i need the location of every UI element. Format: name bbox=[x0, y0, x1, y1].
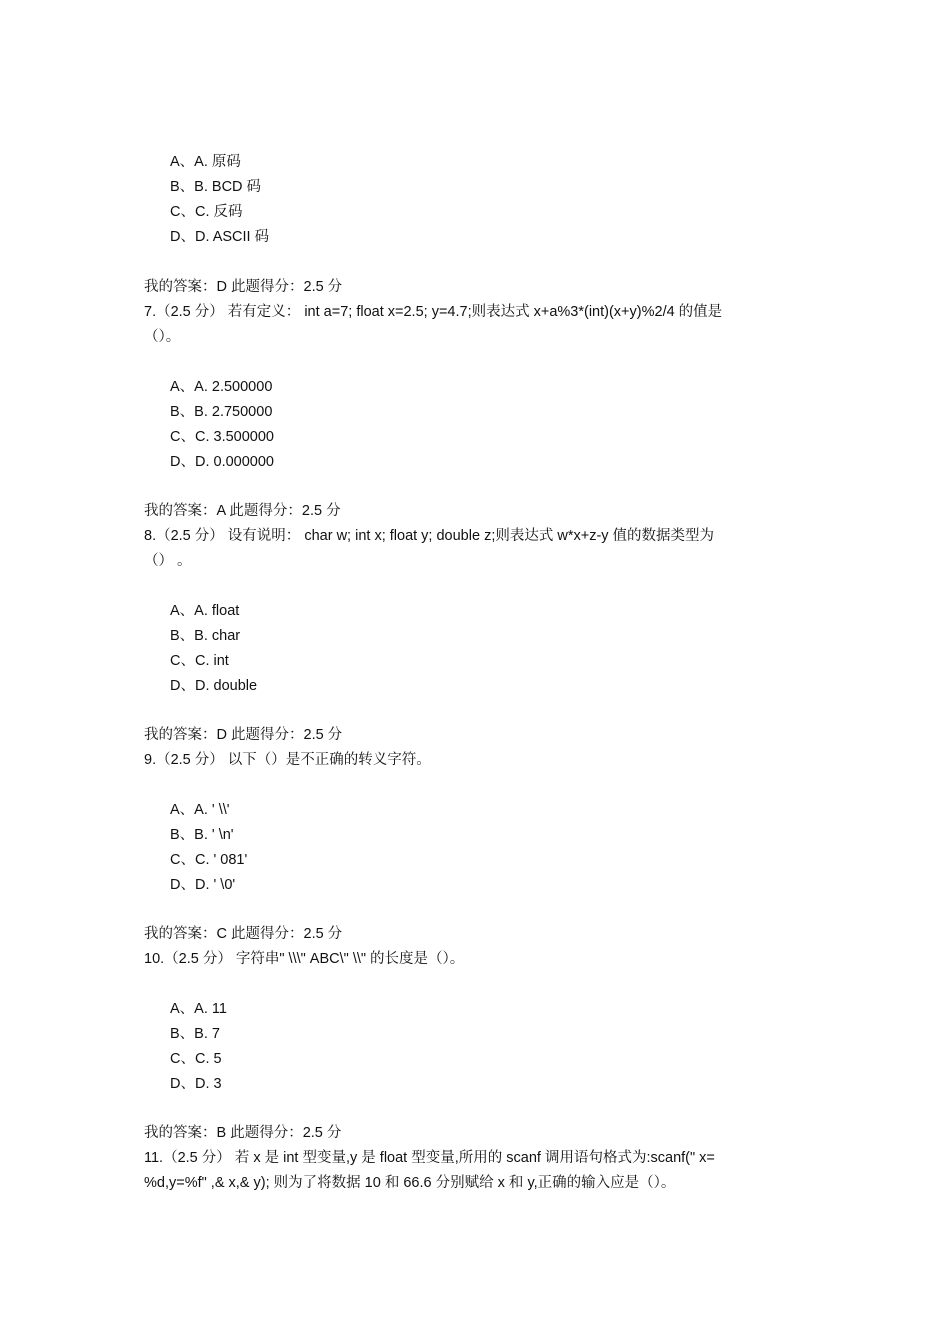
q10-option-d: D、D. 3 bbox=[170, 1076, 222, 1092]
q6-answer: 我的答案：D 此题得分：2.5 分 bbox=[144, 279, 343, 295]
q8-option-c: C、C. int bbox=[170, 653, 229, 669]
q8-option-a: A、A. float bbox=[170, 603, 240, 619]
q7-stem-line1: 7.（2.5 分） 若有定义： int a=7; float x=2.5; y=4.7;则表达式 x+a%3*(int)(x+y)%2/4 的值是 bbox=[144, 304, 723, 320]
q10-option-a: A、A. 11 bbox=[170, 1001, 227, 1017]
q11-stem-line1: 11.（2.5 分） 若 x 是 int 型变量,y 是 float 型变量,所用的 scanf 调用语句格式为:scanf(" x= bbox=[144, 1150, 715, 1166]
q9-option-a: A、A. ' \\' bbox=[170, 802, 230, 818]
q9-option-b: B、B. ' \n' bbox=[170, 827, 234, 843]
q7-stem-line2: （）。 bbox=[144, 329, 181, 345]
q8-answer: 我的答案：D 此题得分：2.5 分 bbox=[144, 727, 343, 743]
q7-option-a: A、A. 2.500000 bbox=[170, 379, 273, 395]
q6-option-c: C、C. 反码 bbox=[170, 204, 243, 220]
q8-stem-line2: （） 。 bbox=[144, 553, 192, 569]
q10-stem-line1: 10.（2.5 分） 字符串" \\\" ABC\" \\" 的长度是（）。 bbox=[144, 951, 465, 967]
q7-option-b: B、B. 2.750000 bbox=[170, 404, 273, 420]
q6-option-b: B、B. BCD 码 bbox=[170, 179, 262, 195]
q7-option-c: C、C. 3.500000 bbox=[170, 429, 274, 445]
q6-option-a: A、A. 原码 bbox=[170, 154, 241, 170]
q9-answer: 我的答案：C 此题得分：2.5 分 bbox=[144, 926, 343, 942]
q10-option-b: B、B. 7 bbox=[170, 1026, 220, 1042]
q10-answer: 我的答案：B 此题得分：2.5 分 bbox=[144, 1125, 342, 1141]
q8-stem-line1: 8.（2.5 分） 设有说明： char w; int x; float y; double z;则表达式 w*x+z-y 值的数据类型为 bbox=[144, 528, 715, 544]
q8-option-d: D、D. double bbox=[170, 678, 258, 694]
q9-option-c: C、C. ' 081' bbox=[170, 852, 248, 868]
q11-stem-line2: %d,y=%f" ,& x,& y); 则为了将数据 10 和 66.6 分别赋给 x 和 y,正确的输入应是（）。 bbox=[144, 1175, 676, 1191]
q8-option-b: B、B. char bbox=[170, 628, 241, 644]
q9-stem-line1: 9.（2.5 分） 以下（）是不正确的转义字符。 bbox=[144, 752, 431, 768]
q7-option-d: D、D. 0.000000 bbox=[170, 454, 274, 470]
q6-option-d: D、D. ASCII 码 bbox=[170, 229, 270, 245]
q10-option-c: C、C. 5 bbox=[170, 1051, 222, 1067]
q9-option-d: D、D. ' \0' bbox=[170, 877, 236, 893]
q7-answer: 我的答案：A 此题得分：2.5 分 bbox=[144, 503, 341, 519]
